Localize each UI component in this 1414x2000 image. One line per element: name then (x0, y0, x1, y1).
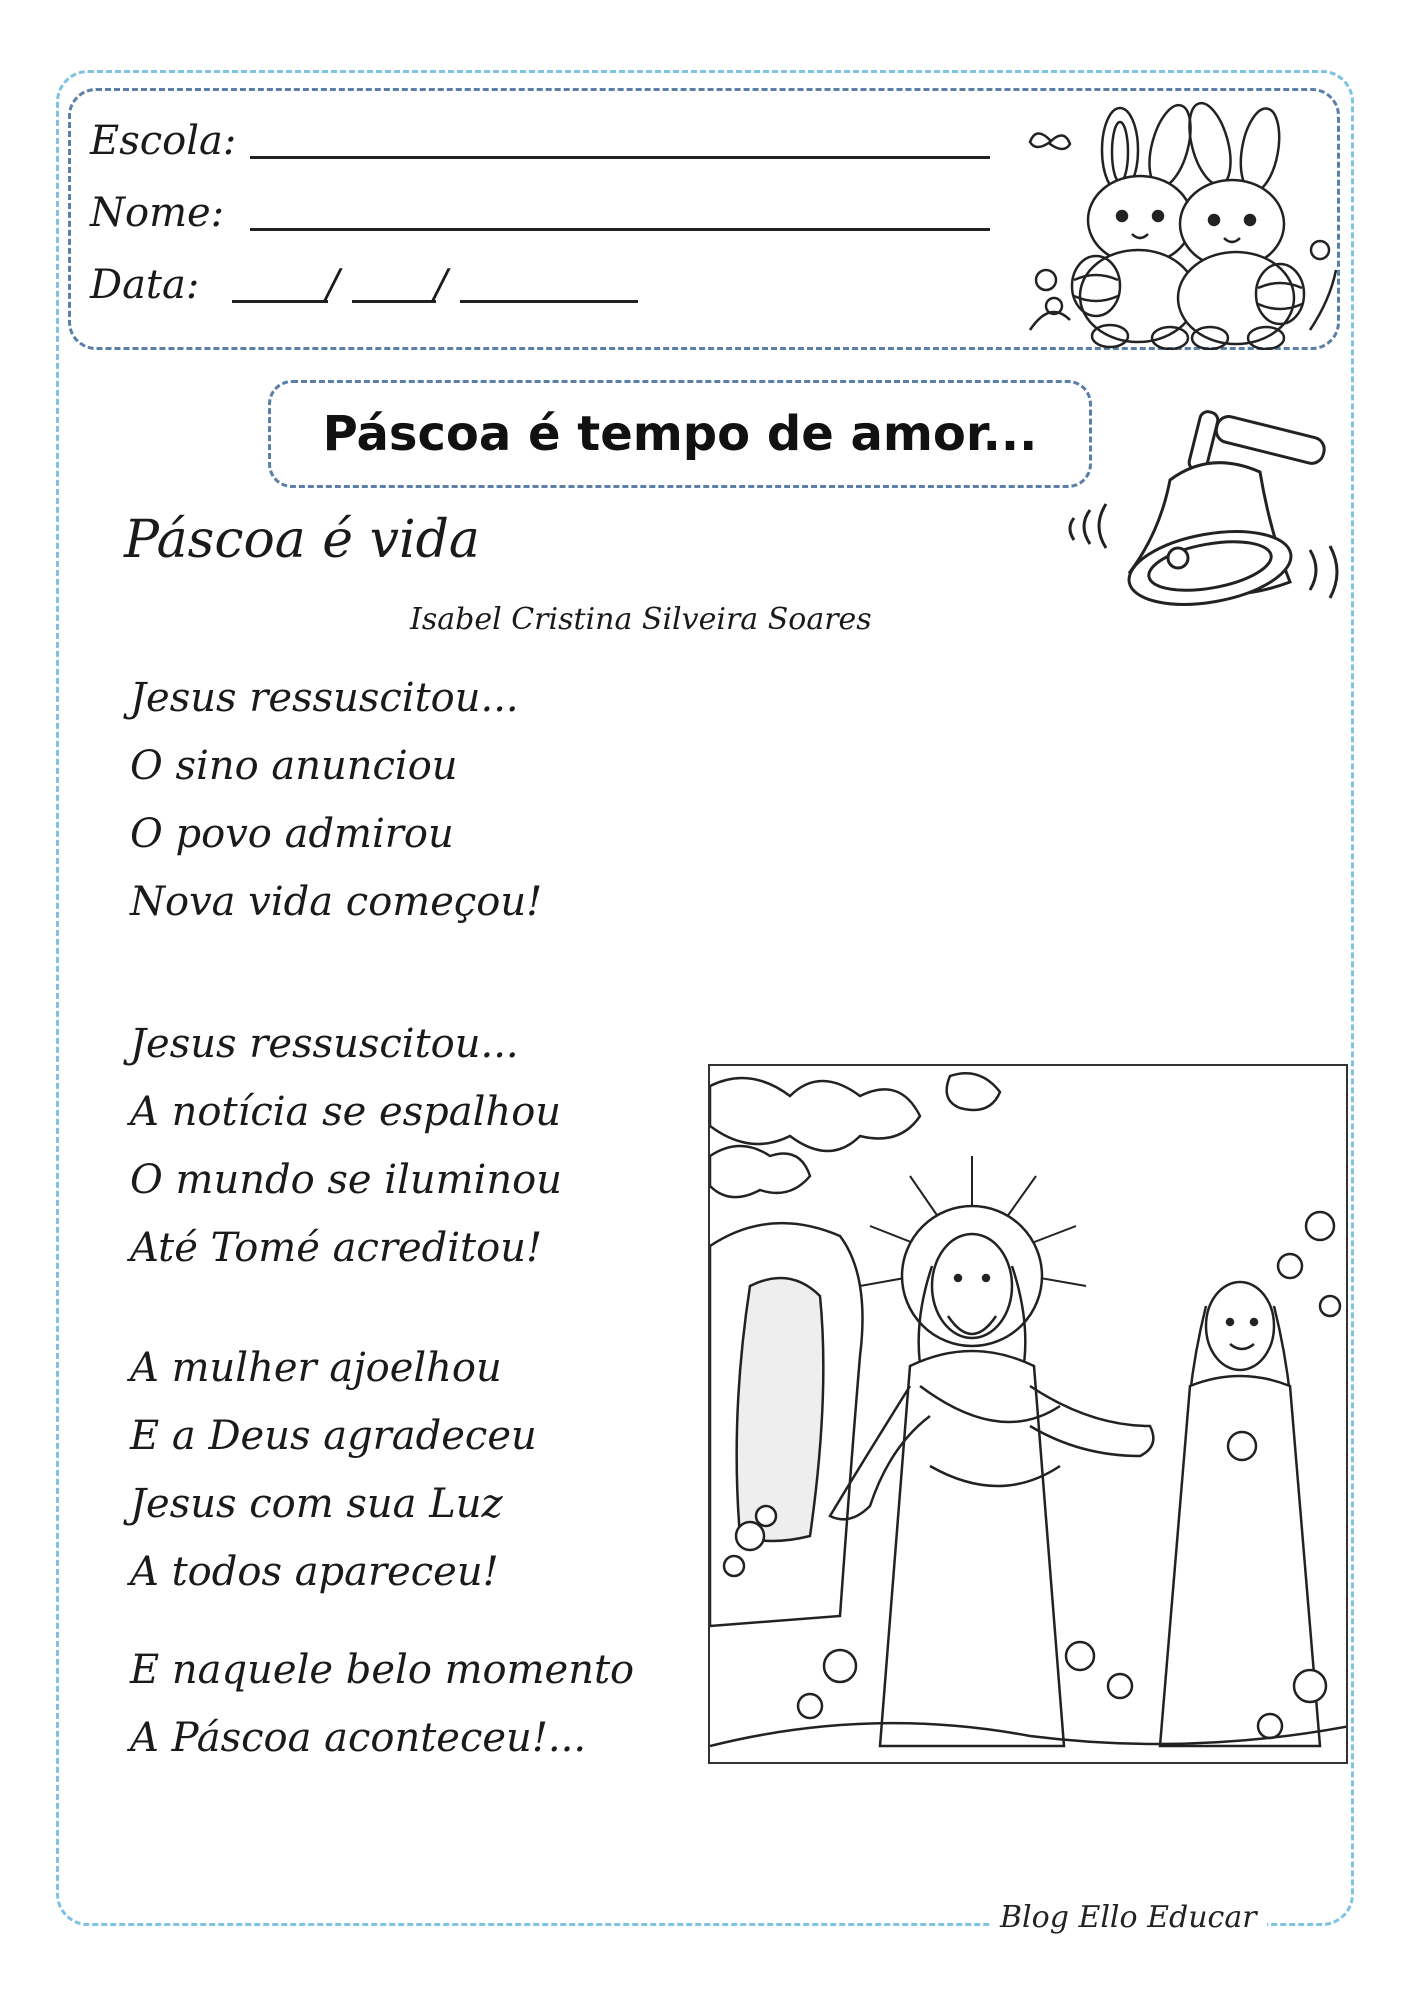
stanza-1 (130, 664, 542, 936)
date-separator: / (326, 262, 340, 308)
date-year-field[interactable] (460, 300, 638, 303)
school-label: Escola: (90, 118, 237, 164)
stanza-3 (130, 1334, 537, 1606)
date-day-field[interactable] (232, 300, 328, 303)
name-field[interactable] (250, 228, 990, 231)
poem-line: Jesus ressuscitou... (130, 1021, 519, 1067)
poem-line: E naquele belo momento (130, 1647, 635, 1693)
date-label: Data: (90, 262, 200, 308)
footer-credit: Blog Ello Educar (990, 1900, 1267, 1935)
poem-line: Jesus com sua Luz (130, 1481, 503, 1527)
jesus-and-woman-illustration (708, 1064, 1348, 1764)
poem-line: A mulher ajoelhou (130, 1345, 502, 1391)
poem-line: Até Tomé acreditou! (130, 1225, 543, 1271)
poem-line: Nova vida começou! (130, 879, 543, 925)
poem-line: O sino anunciou (130, 743, 458, 789)
page-title: Páscoa é tempo de amor... (322, 406, 1038, 462)
stanza-4 (130, 1636, 634, 1772)
poem-line: Jesus ressuscitou... (130, 675, 519, 721)
title-box (268, 380, 1092, 488)
poem-line: E a Deus agradeceu (130, 1413, 537, 1459)
poem-line: O povo admirou (130, 811, 454, 857)
poem-line: A Páscoa aconteceu!... (130, 1715, 587, 1761)
bunnies-illustration-icon (1010, 100, 1340, 350)
poem-author: Isabel Cristina Silveira Soares (410, 602, 872, 637)
date-month-field[interactable] (352, 300, 436, 303)
bell-icon (1060, 400, 1360, 620)
poem-title: Páscoa é vida (124, 510, 480, 570)
poem-line: O mundo se iluminou (130, 1157, 562, 1203)
poem-line: A todos apareceu! (130, 1549, 499, 1595)
school-field[interactable] (250, 156, 990, 159)
poem-line: A notícia se espalhou (130, 1089, 562, 1135)
date-separator: / (434, 262, 448, 308)
name-label: Nome: (90, 190, 225, 236)
stanza-2 (130, 1010, 562, 1282)
